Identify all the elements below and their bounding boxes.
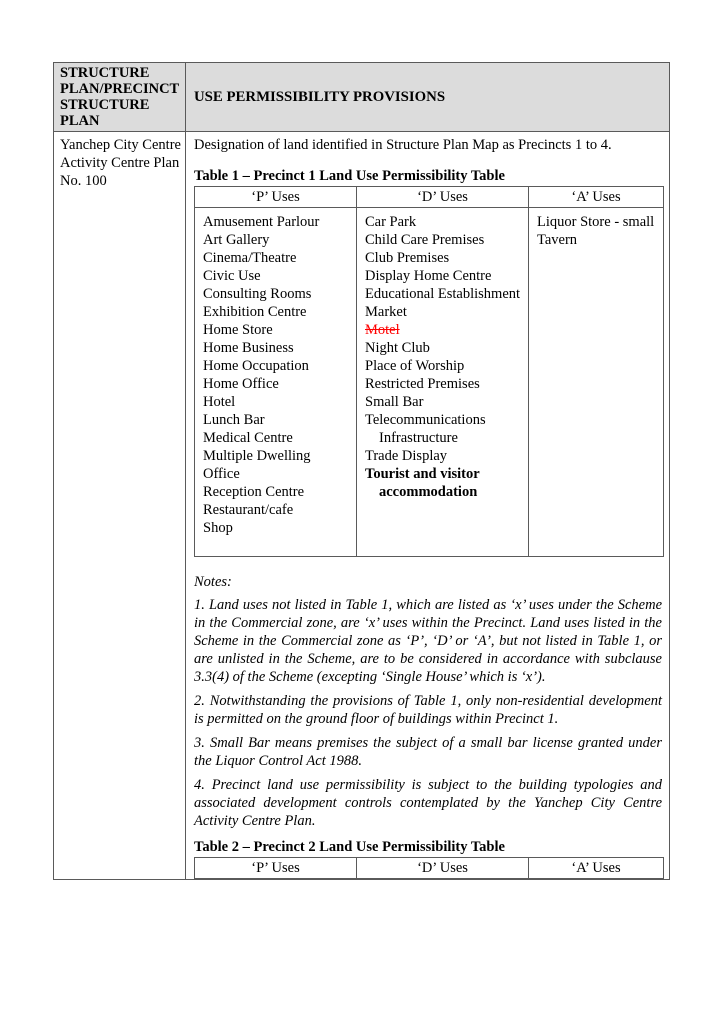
p-use-item: Shop <box>203 520 233 536</box>
p-use-item: Home Business <box>203 340 294 356</box>
p-use-item: Office <box>203 466 240 482</box>
p-use-item: Home Office <box>203 376 279 392</box>
a-use-item: Tavern <box>537 232 578 248</box>
table1-col-header-d: ‘D’ Uses <box>357 187 529 207</box>
table1-p-uses-list <box>195 208 357 556</box>
header-provisions-text: USE PERMISSIBILITY PROVISIONS <box>194 88 446 105</box>
d-use-item: Trade Display <box>365 448 448 464</box>
table1-header-row <box>195 187 663 208</box>
p-use-item: Home Occupation <box>203 358 309 374</box>
notes-label: Notes: <box>194 574 232 590</box>
note-paragraph: 1. Land uses not listed in Table 1, which are listed as ‘x’ uses under the Scheme in the Commercial zone, are ‘x’ uses within the Precinct. Land uses listed in the Scheme in the Commercial zone as ‘P’, ‘D’ or ‘A’, but not listed in Table 1, or are unlisted in the Scheme, are to be considered in accordance with subclause 3.3(4) of the Scheme (excepting ‘Single House’ which is ‘x’). <box>194 597 662 685</box>
table2-col-header-d: ‘D’ Uses <box>357 858 529 878</box>
note-paragraph: 4. Precinct land use permissibility is subject to the building typologies and associated development controls contemplated by the Yanchep City Centre Activity Centre Plan. <box>194 777 662 829</box>
d-use-item: Small Bar <box>365 394 424 410</box>
p-use-item: Reception Centre <box>203 484 305 500</box>
table2-header-row <box>195 858 663 878</box>
d-use-item: Child Care Premises <box>365 232 485 248</box>
d-use-item: Night Club <box>365 340 430 356</box>
p-use-item: Cinema/Theatre <box>203 250 297 266</box>
d-use-item: Place of Worship <box>365 358 465 374</box>
table-body-row <box>54 132 669 879</box>
table2-title: Table 2 – Precinct 2 Land Use Permissibility Table <box>194 839 505 855</box>
plan-name-cell <box>54 132 186 879</box>
d-use-item: Display Home Centre <box>365 268 492 284</box>
d-use-item: Car Park <box>365 214 417 230</box>
d-use-item: Restricted Premises <box>365 376 480 392</box>
note-paragraph: 3. Small Bar means premises the subject of a small bar license granted under the Liquor Control Act 1988. <box>194 735 662 769</box>
table1-a-uses-list <box>529 208 663 556</box>
table1-col-header-a: ‘A’ Uses <box>571 189 621 205</box>
table1-d-uses-list <box>357 208 529 556</box>
header-plan-type-cell <box>54 63 186 131</box>
table2-col-header-a: ‘A’ Uses <box>571 860 621 876</box>
d-use-item: Educational Establishment <box>365 286 521 302</box>
p-use-item: Lunch Bar <box>203 412 265 428</box>
table1-body <box>195 208 663 556</box>
provisions-table <box>53 62 670 880</box>
p-use-item: Restaurant/cafe <box>203 502 294 518</box>
a-use-item: Liquor Store - small <box>537 214 655 230</box>
intro-text: Designation of land identified in Structure Plan Map as Precincts 1 to 4. <box>194 137 612 153</box>
table1-col-header-p: ‘P’ Uses <box>195 187 357 207</box>
p-use-item: Hotel <box>203 394 236 410</box>
provisions-content <box>186 132 669 879</box>
d-use-item: Telecommunications Infrastructure <box>365 412 486 446</box>
notes-list <box>194 596 662 830</box>
table2 <box>194 857 664 879</box>
p-use-item: Consulting Rooms <box>203 286 312 302</box>
d-use-item: Market <box>365 304 407 320</box>
d-use-item: Club Premises <box>365 250 450 266</box>
p-use-item: Exhibition Centre <box>203 304 307 320</box>
p-use-item: Home Store <box>203 322 273 338</box>
header-plan-type-text: STRUCTURE PLAN/PRECINCT STRUCTURE PLAN <box>60 65 179 129</box>
p-use-item: Medical Centre <box>203 430 293 446</box>
p-use-item: Amusement Parlour <box>203 214 320 230</box>
p-use-item: Multiple Dwelling <box>203 448 311 464</box>
d-use-item: Tourist and visitor accommodation <box>365 466 480 500</box>
note-paragraph: 2. Notwithstanding the provisions of Table 1, only non-residential development is permitted on the ground floor of buildings within Precinct 1. <box>194 693 662 727</box>
table1-title: Table 1 – Precinct 1 Land Use Permissibility Table <box>194 168 505 184</box>
plan-name-text: Yanchep City Centre Activity Centre Plan No. 100 <box>60 137 181 189</box>
p-use-item: Civic Use <box>203 268 261 284</box>
p-use-item: Art Gallery <box>203 232 270 248</box>
table-header-row <box>54 63 669 132</box>
d-use-item: Motel <box>365 322 400 338</box>
table1 <box>194 186 664 557</box>
table2-col-header-p: ‘P’ Uses <box>195 858 357 878</box>
header-provisions-cell <box>186 63 669 131</box>
